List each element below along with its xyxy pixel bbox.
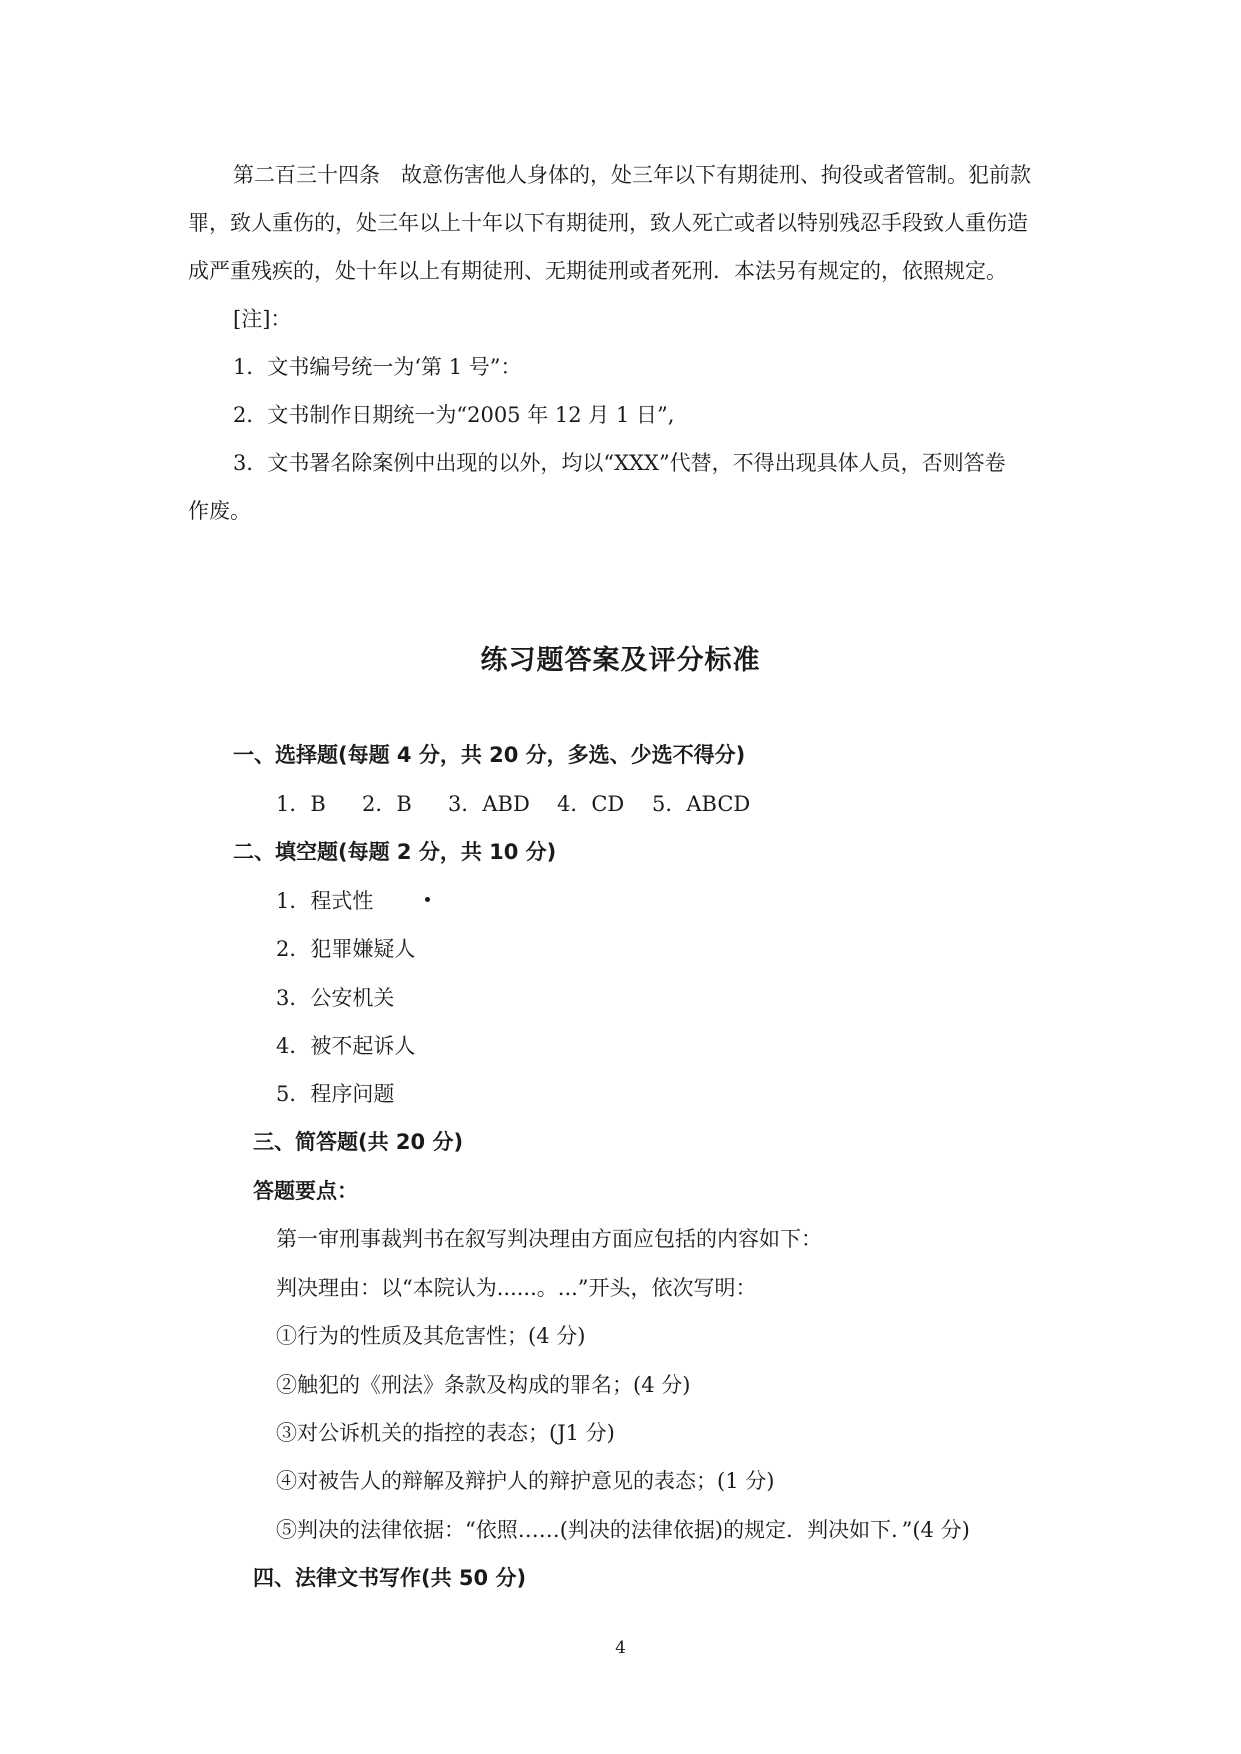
section3-point-2: ②触犯的《刑法》条款及构成的罪名；(4 分) — [276, 1373, 691, 1397]
note-item-2: 2．文书制作日期统一为“2005 年 12 月 1 日”, — [233, 403, 675, 427]
section3-heading: 三、简答题(共 20 分) — [253, 1130, 464, 1154]
section3-point-5: ⑤判决的法律依据：“依照……(判决的法律依据)的规定．判决如下．”(4 分) — [276, 1518, 970, 1542]
fill-answer-5: 5．程序问题 — [276, 1082, 395, 1106]
law-text-line-3: 成严重残疾的，处十年以上有期徒刑、无期徒刑或者死刑．本法另有规定的，依照规定。 — [188, 259, 1007, 283]
section3-point-4: ④对被告人的辩解及辩护人的辩护意见的表态；(1 分) — [276, 1469, 775, 1493]
stray-dot-mark — [425, 897, 430, 902]
section1-heading: 一、选择题(每题 4 分，共 20 分，多选、少选不得分) — [233, 743, 746, 767]
note-item-3-line-1: 3．文书署名除案例中出现的以外，均以“XXX”代替，不得出现具体人员，否则答卷 — [233, 451, 1006, 475]
section2-heading: 二、填空题(每题 2 分，共 10 分) — [233, 840, 557, 864]
section3-subheading: 答题要点： — [253, 1179, 358, 1203]
section3-point-1: ①行为的性质及其危害性；(4 分) — [276, 1324, 586, 1348]
notes-heading: [注]： — [233, 307, 292, 331]
page-title: 练习题答案及评分标准 — [480, 645, 761, 676]
law-text-line-2: 罪，致人重伤的，处三年以上十年以下有期徒刑，致人死亡或者以特别残忍手段致人重伤造 — [188, 211, 1028, 235]
mc-answer-1: 1．B — [276, 792, 326, 816]
mc-answer-5: 5．ABCD — [652, 792, 751, 816]
law-text-line-1: 第二百三十四条 故意伤害他人身体的，处三年以下有期徒刑、拘役或者管制。犯前款 — [233, 163, 1031, 187]
fill-answer-4: 4．被不起诉人 — [276, 1034, 416, 1058]
section3-reason: 判决理由：以“本院认为......。...”开头，依次写明： — [276, 1276, 757, 1300]
section3-point-3: ③对公诉机关的指控的表态；(J1 分) — [276, 1421, 615, 1445]
fill-answer-1: 1．程式性 — [276, 889, 374, 913]
mc-answer-2: 2．B — [362, 792, 412, 816]
note-item-1: 1．文书编号统一为‘第 1 号”： — [233, 355, 522, 379]
section4-heading: 四、法律文书写作(共 50 分) — [253, 1566, 527, 1590]
mc-answer-3: 3．ABD — [448, 792, 530, 816]
mc-answers-row — [276, 789, 776, 819]
section3-intro: 第一审刑事裁判书在叙写判决理由方面应包括的内容如下： — [276, 1227, 822, 1251]
page-number: 4 — [615, 1638, 626, 1658]
mc-answer-4: 4．CD — [557, 792, 625, 816]
fill-answer-3: 3．公安机关 — [276, 986, 395, 1010]
note-item-3-line-2: 作废。 — [188, 499, 251, 523]
fill-answer-2: 2．犯罪嫌疑人 — [276, 937, 416, 961]
